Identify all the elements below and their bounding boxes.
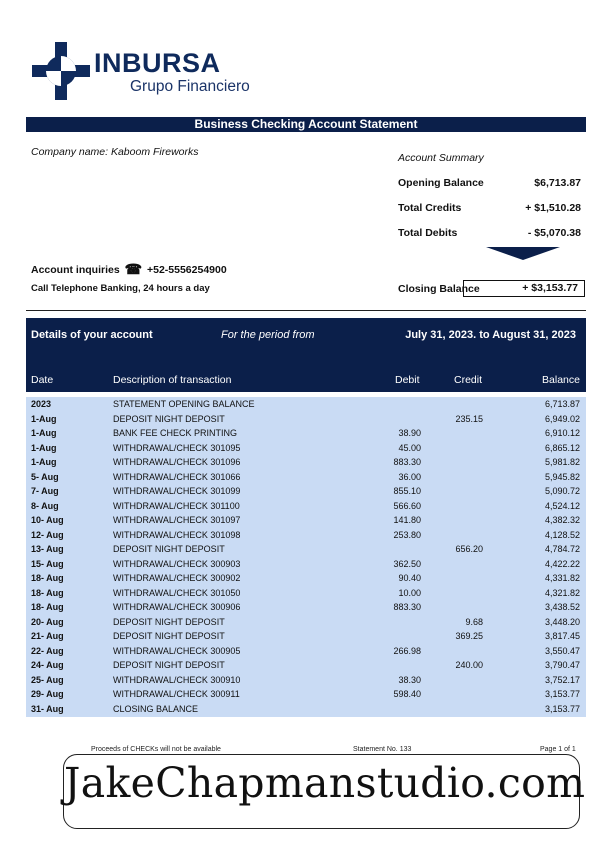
table-row xyxy=(26,470,586,485)
cell-desc: WITHDRAWAL/CHECK 301066 xyxy=(113,471,241,482)
cell-date: 18- Aug xyxy=(31,602,64,612)
cell-date: 25- Aug xyxy=(31,674,64,685)
statement-number: Statement No. 133 xyxy=(353,746,412,753)
cell-debit: 45.00 xyxy=(398,442,421,453)
cell-balance: 5,945.82 xyxy=(544,471,580,482)
account-summary-title: Account Summary xyxy=(398,152,484,164)
cell-date: 5- Aug xyxy=(31,471,59,482)
cell-desc: DEPOSIT NIGHT DEPOSIT xyxy=(113,413,225,424)
cell-credit: 235.15 xyxy=(455,413,483,424)
statement-title: Business Checking Account Statement xyxy=(26,117,586,132)
cell-balance: 5,090.72 xyxy=(544,486,580,496)
column-header-credit: Credit xyxy=(454,374,483,386)
cell-date: 12- Aug xyxy=(31,529,64,540)
cell-balance: 3,790.47 xyxy=(544,660,580,670)
total-debits-label: Total Debits xyxy=(398,227,458,239)
page-number: Page 1 of 1 xyxy=(540,746,576,753)
cell-date: 13- Aug xyxy=(31,544,64,554)
telephone-banking-note: Call Telephone Banking, 24 hours a day xyxy=(31,283,210,294)
table-row xyxy=(26,441,586,456)
details-title: Details of your account xyxy=(31,329,153,341)
cell-balance: 3,448.20 xyxy=(544,616,580,627)
watermark-text: JakeChapmanstudio.com xyxy=(64,759,586,807)
table-row xyxy=(26,644,586,659)
cell-balance: 4,128.52 xyxy=(544,529,580,540)
cell-balance: 4,331.82 xyxy=(544,573,580,583)
cell-balance: 6,949.02 xyxy=(544,413,580,424)
table-row xyxy=(26,629,586,644)
cell-date: 31- Aug xyxy=(31,703,64,714)
cell-date: 10- Aug xyxy=(31,515,64,525)
cell-debit: 90.40 xyxy=(398,573,421,583)
cell-debit: 362.50 xyxy=(393,558,421,569)
cell-desc: WITHDRAWAL/CHECK 300905 xyxy=(113,645,241,656)
cell-balance: 4,382.32 xyxy=(544,515,580,525)
cell-credit: 9.68 xyxy=(465,616,483,627)
cell-credit: 369.25 xyxy=(455,631,483,641)
cell-balance: 4,422.22 xyxy=(544,558,580,569)
table-row xyxy=(26,615,586,630)
cell-debit: 38.30 xyxy=(398,674,421,685)
table-row xyxy=(26,702,586,717)
cell-desc: WITHDRAWAL/CHECK 300906 xyxy=(113,602,241,612)
cell-date: 24- Aug xyxy=(31,660,64,670)
table-row xyxy=(26,571,586,586)
table-row xyxy=(26,513,586,528)
column-header-debit: Debit xyxy=(395,374,420,386)
cell-balance: 4,784.72 xyxy=(544,544,580,554)
cell-date: 1-Aug xyxy=(31,413,57,424)
cell-desc: WITHDRAWAL/CHECK 301050 xyxy=(113,587,241,598)
cell-date: 15- Aug xyxy=(31,558,64,569)
cell-balance: 6,865.12 xyxy=(544,442,580,453)
cell-balance: 3,550.47 xyxy=(544,645,580,656)
cell-desc: CLOSING BALANCE xyxy=(113,703,199,714)
account-inquiries xyxy=(31,261,227,278)
cell-balance: 6,910.12 xyxy=(544,428,580,438)
down-arrow-icon xyxy=(486,247,560,260)
inquiries-label: Account inquiries xyxy=(31,264,120,276)
opening-balance-label: Opening Balance xyxy=(398,177,484,189)
cell-date: 22- Aug xyxy=(31,645,64,656)
cell-date: 2023 xyxy=(31,399,52,409)
opening-balance-value: $6,713.87 xyxy=(534,177,581,189)
cell-desc: WITHDRAWAL/CHECK 300903 xyxy=(113,558,241,569)
table-row xyxy=(26,397,586,412)
company-name: Company name: Kaboom Fireworks xyxy=(31,146,199,158)
inbursa-logo xyxy=(32,42,252,102)
cell-balance: 3,817.45 xyxy=(544,631,580,641)
cell-debit: 141.80 xyxy=(393,515,421,525)
cell-desc: WITHDRAWAL/CHECK 301097 xyxy=(113,515,241,525)
brand-group: Grupo Financiero xyxy=(130,78,250,95)
table-row xyxy=(26,528,586,543)
telephone-icon: ☎ xyxy=(124,261,143,277)
cell-balance: 6,713.87 xyxy=(544,399,580,409)
cell-debit: 253.80 xyxy=(393,529,421,540)
cell-desc: DEPOSIT NIGHT DEPOSIT xyxy=(113,631,225,641)
cell-desc: BANK FEE CHECK PRINTING xyxy=(113,428,238,438)
cell-desc: WITHDRAWAL/CHECK 301099 xyxy=(113,486,241,496)
cell-desc: WITHDRAWAL/CHECK 301098 xyxy=(113,529,241,540)
cell-date: 18- Aug xyxy=(31,587,64,598)
cell-balance: 3,752.17 xyxy=(544,674,580,685)
cell-date: 7- Aug xyxy=(31,486,59,496)
cell-debit: 36.00 xyxy=(398,471,421,482)
section-divider xyxy=(26,310,586,311)
cell-date: 18- Aug xyxy=(31,573,64,583)
table-row xyxy=(26,455,586,470)
table-row xyxy=(26,673,586,688)
cell-date: 29- Aug xyxy=(31,689,64,699)
cell-date: 1-Aug xyxy=(31,428,57,438)
cell-balance: 4,524.12 xyxy=(544,500,580,511)
table-row xyxy=(26,499,586,514)
cell-desc: DEPOSIT NIGHT DEPOSIT xyxy=(113,660,225,670)
cell-desc: DEPOSIT NIGHT DEPOSIT xyxy=(113,616,225,627)
cell-debit: 883.30 xyxy=(393,457,421,467)
cell-desc: WITHDRAWAL/CHECK 301096 xyxy=(113,457,241,467)
closing-balance-label: Closing Balance xyxy=(398,283,480,295)
cell-debit: 10.00 xyxy=(398,587,421,598)
cell-debit: 38.90 xyxy=(398,428,421,438)
period-range: July 31, 2023. to August 31, 2023 xyxy=(405,329,576,341)
cell-debit: 883.30 xyxy=(393,602,421,612)
cell-desc: WITHDRAWAL/CHECK 300910 xyxy=(113,674,241,685)
cell-date: 8- Aug xyxy=(31,500,59,511)
cell-desc: STATEMENT OPENING BALANCE xyxy=(113,399,255,409)
table-row xyxy=(26,426,586,441)
transactions-table xyxy=(26,397,586,717)
brand-name: INBURSA xyxy=(94,48,221,78)
table-row xyxy=(26,542,586,557)
cell-balance: 3,153.77 xyxy=(544,703,580,714)
cell-credit: 656.20 xyxy=(455,544,483,554)
cell-debit: 598.40 xyxy=(393,689,421,699)
cell-desc: WITHDRAWAL/CHECK 301100 xyxy=(113,500,240,511)
inbursa-emblem-icon xyxy=(32,42,90,100)
cell-date: 20- Aug xyxy=(31,616,64,627)
inquiries-phone: +52-5556254900 xyxy=(146,264,227,276)
account-details-header xyxy=(26,318,586,392)
cell-desc: WITHDRAWAL/CHECK 301095 xyxy=(113,442,241,453)
cell-debit: 566.60 xyxy=(393,500,421,511)
table-row xyxy=(26,658,586,673)
cell-desc: WITHDRAWAL/CHECK 300902 xyxy=(113,573,241,583)
cell-balance: 4,321.82 xyxy=(544,587,580,598)
table-row xyxy=(26,412,586,427)
cell-balance: 3,438.52 xyxy=(544,602,580,612)
column-header-balance: Balance xyxy=(542,374,580,386)
total-credits-value: + $1,510.28 xyxy=(525,202,581,214)
cell-debit: 855.10 xyxy=(393,486,421,496)
table-row xyxy=(26,687,586,702)
cell-desc: DEPOSIT NIGHT DEPOSIT xyxy=(113,544,225,554)
table-row xyxy=(26,586,586,601)
footer-note: Proceeds of CHECKs will not be available xyxy=(91,746,221,753)
total-credits-label: Total Credits xyxy=(398,202,462,214)
cell-desc: WITHDRAWAL/CHECK 300911 xyxy=(113,689,240,699)
table-row xyxy=(26,600,586,615)
watermark-box xyxy=(63,754,586,829)
total-debits-value: - $5,070.38 xyxy=(527,227,581,239)
column-header-description: Description of transaction xyxy=(113,374,232,386)
cell-balance: 5,981.82 xyxy=(544,457,580,467)
cell-debit: 266.98 xyxy=(393,645,421,656)
cell-balance: 3,153.77 xyxy=(544,689,580,699)
table-row xyxy=(26,557,586,572)
column-header-date: Date xyxy=(31,374,54,386)
cell-date: 21- Aug xyxy=(31,631,64,641)
period-label: For the period from xyxy=(221,329,315,341)
cell-credit: 240.00 xyxy=(455,660,483,670)
cell-date: 1-Aug xyxy=(31,457,57,467)
cell-date: 1-Aug xyxy=(31,442,57,453)
table-row xyxy=(26,484,586,499)
closing-balance-value: + $3,153.77 xyxy=(463,280,585,297)
